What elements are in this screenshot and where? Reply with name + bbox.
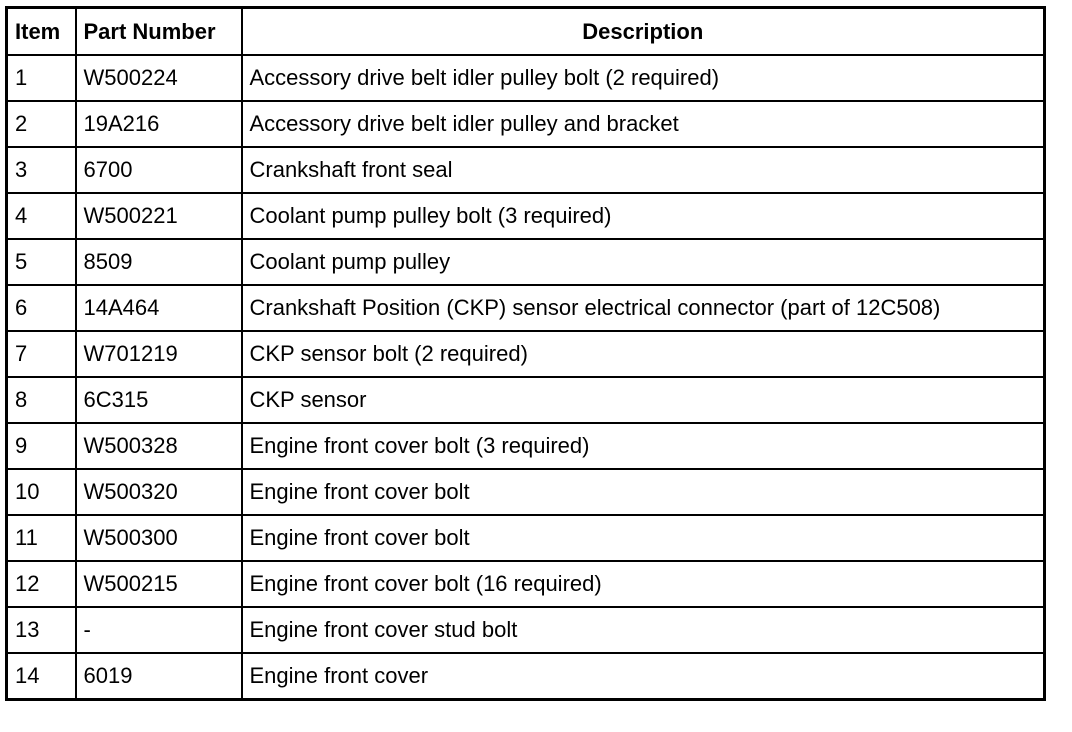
description-cell: Accessory drive belt idler pulley and bracket: [242, 101, 1045, 147]
description-cell: Crankshaft front seal: [242, 147, 1045, 193]
table-row: [7, 561, 1045, 607]
table-body: [7, 55, 1045, 700]
item-cell: 6: [7, 285, 76, 331]
part-number-cell: 6700: [76, 147, 242, 193]
item-cell: 10: [7, 469, 76, 515]
table-header: [7, 8, 1045, 56]
table-row: [7, 331, 1045, 377]
item-cell: 7: [7, 331, 76, 377]
item-cell: 1: [7, 55, 76, 101]
table-row: [7, 653, 1045, 700]
table-row: [7, 607, 1045, 653]
description-cell: Coolant pump pulley: [242, 239, 1045, 285]
header-part-number: Part Number: [76, 8, 242, 56]
description-cell: CKP sensor: [242, 377, 1045, 423]
description-cell: Engine front cover stud bolt: [242, 607, 1045, 653]
header-description: Description: [242, 8, 1045, 56]
table-row: [7, 423, 1045, 469]
item-cell: 8: [7, 377, 76, 423]
description-cell: Accessory drive belt idler pulley bolt (2 required): [242, 55, 1045, 101]
table-row: [7, 101, 1045, 147]
description-cell: CKP sensor bolt (2 required): [242, 331, 1045, 377]
part-number-cell: W500215: [76, 561, 242, 607]
header-item: Item: [7, 8, 76, 56]
part-number-cell: 14A464: [76, 285, 242, 331]
table-row: [7, 469, 1045, 515]
header-row: [7, 8, 1045, 56]
item-cell: 13: [7, 607, 76, 653]
item-cell: 5: [7, 239, 76, 285]
table-row: [7, 377, 1045, 423]
table-row: [7, 239, 1045, 285]
description-cell: Engine front cover: [242, 653, 1045, 700]
part-number-cell: 19A216: [76, 101, 242, 147]
part-number-cell: -: [76, 607, 242, 653]
table-row: [7, 55, 1045, 101]
description-cell: Coolant pump pulley bolt (3 required): [242, 193, 1045, 239]
part-number-cell: W500300: [76, 515, 242, 561]
item-cell: 3: [7, 147, 76, 193]
description-cell: Engine front cover bolt: [242, 515, 1045, 561]
part-number-cell: W500224: [76, 55, 242, 101]
parts-table: [5, 6, 1046, 701]
part-number-cell: 6C315: [76, 377, 242, 423]
part-number-cell: W500221: [76, 193, 242, 239]
table-row: [7, 515, 1045, 561]
item-cell: 2: [7, 101, 76, 147]
description-cell: Crankshaft Position (CKP) sensor electrical connector (part of 12C508): [242, 285, 1045, 331]
item-cell: 9: [7, 423, 76, 469]
table-row: [7, 147, 1045, 193]
part-number-cell: W701219: [76, 331, 242, 377]
item-cell: 12: [7, 561, 76, 607]
part-number-cell: W500328: [76, 423, 242, 469]
item-cell: 11: [7, 515, 76, 561]
description-cell: Engine front cover bolt (3 required): [242, 423, 1045, 469]
description-cell: Engine front cover bolt: [242, 469, 1045, 515]
table-row: [7, 285, 1045, 331]
table-row: [7, 193, 1045, 239]
item-cell: 14: [7, 653, 76, 700]
description-cell: Engine front cover bolt (16 required): [242, 561, 1045, 607]
part-number-cell: 8509: [76, 239, 242, 285]
part-number-cell: 6019: [76, 653, 242, 700]
item-cell: 4: [7, 193, 76, 239]
part-number-cell: W500320: [76, 469, 242, 515]
